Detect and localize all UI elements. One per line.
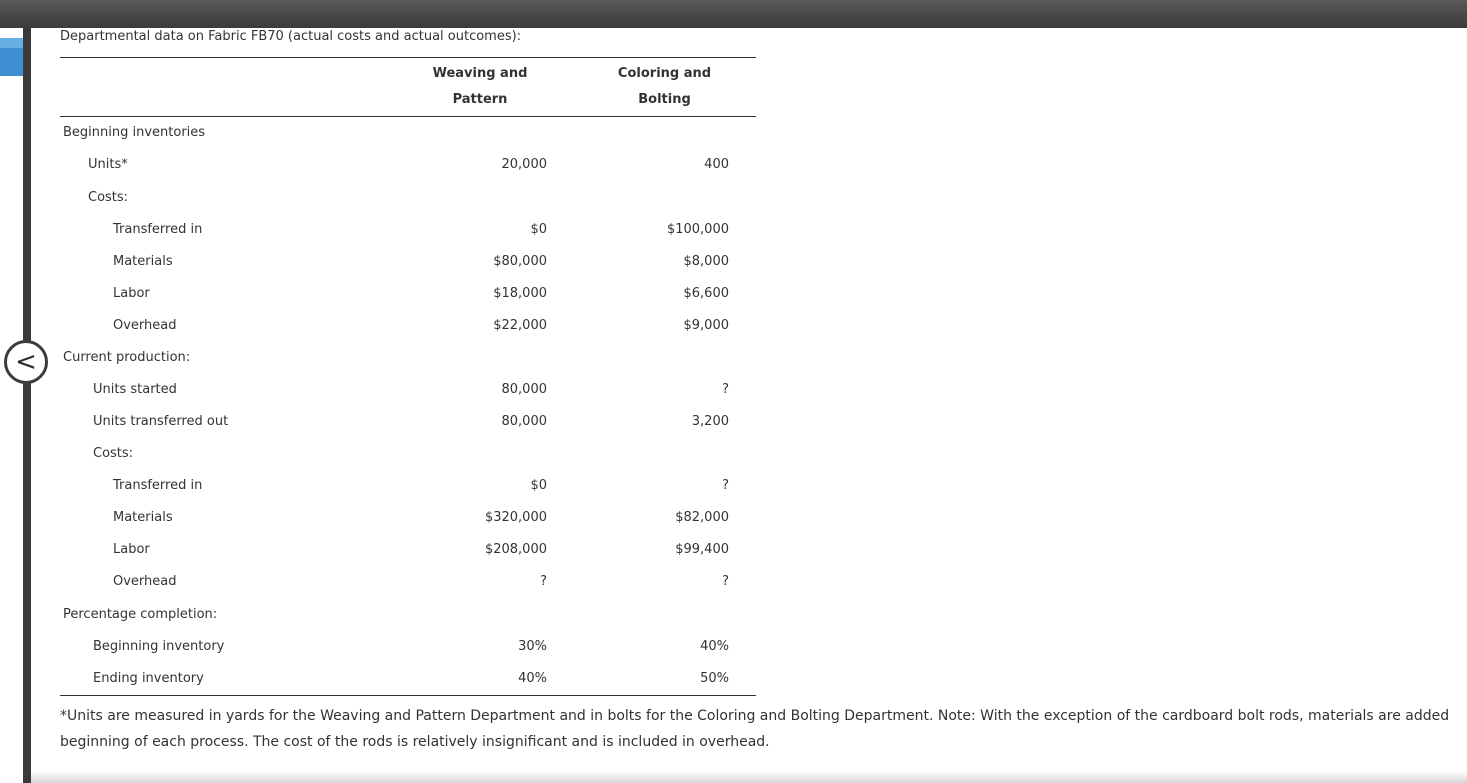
row-label: Labor bbox=[113, 542, 150, 557]
row-label: Costs: bbox=[93, 446, 134, 461]
side-tab-indicator[interactable] bbox=[0, 38, 23, 76]
cell-weaving-pattern: 40% bbox=[518, 671, 547, 686]
col-header-coloring-line2: Bolting bbox=[638, 92, 691, 107]
chevron-left-icon: < bbox=[15, 347, 37, 377]
cell-weaving-pattern: $0 bbox=[530, 222, 547, 237]
cell-weaving-pattern: $80,000 bbox=[493, 254, 547, 269]
footnote-line-2: beginning of each process. The cost of the rods is relatively insignificant and is included in overhead. bbox=[60, 734, 770, 750]
cell-weaving-pattern: $208,000 bbox=[484, 542, 547, 557]
cell-coloring-bolting: $8,000 bbox=[683, 254, 729, 269]
row-label: Transferred in bbox=[113, 222, 203, 237]
cell-weaving-pattern: 80,000 bbox=[501, 414, 547, 429]
intro-text: Departmental data on Fabric FB70 (actual costs and actual outcomes): bbox=[60, 29, 522, 44]
table-top-rule bbox=[60, 57, 756, 58]
col-header-coloring-line1: Coloring and bbox=[617, 66, 712, 81]
cell-weaving-pattern: 30% bbox=[518, 639, 547, 654]
row-label: Ending inventory bbox=[93, 671, 204, 686]
cell-coloring-bolting: $82,000 bbox=[675, 510, 729, 525]
col-header-weaving-line2: Pattern bbox=[452, 92, 508, 107]
cell-coloring-bolting: $6,600 bbox=[683, 286, 729, 301]
row-label: Overhead bbox=[113, 574, 177, 589]
row-label: Beginning inventory bbox=[93, 639, 225, 654]
left-border-strip bbox=[23, 28, 31, 783]
table-bottom-rule bbox=[60, 695, 756, 696]
cell-coloring-bolting: ? bbox=[722, 478, 729, 493]
footnote-line-1: *Units are measured in yards for the Weaving and Pattern Department and in bolts for the Coloring and Bolting Department. Note: With the exception of the cardboard bolt rods, materials are added bbox=[60, 708, 1450, 724]
cell-weaving-pattern: 20,000 bbox=[501, 157, 547, 172]
cell-coloring-bolting: $9,000 bbox=[683, 318, 729, 333]
row-label: Transferred in bbox=[113, 478, 203, 493]
row-label: Beginning inventories bbox=[63, 125, 206, 140]
cell-weaving-pattern: 80,000 bbox=[501, 382, 547, 397]
row-label: Units* bbox=[88, 157, 128, 172]
cell-coloring-bolting: $99,400 bbox=[675, 542, 729, 557]
row-label: Labor bbox=[113, 286, 150, 301]
row-label: Materials bbox=[113, 510, 173, 525]
cell-weaving-pattern: $0 bbox=[530, 478, 547, 493]
cell-coloring-bolting: 50% bbox=[700, 671, 729, 686]
footnote bbox=[60, 703, 1467, 755]
row-label: Units transferred out bbox=[93, 414, 229, 429]
cell-coloring-bolting: $100,000 bbox=[666, 222, 729, 237]
cell-weaving-pattern: $22,000 bbox=[493, 318, 547, 333]
col-header-weaving-line1: Weaving and bbox=[432, 66, 528, 81]
row-label: Current production: bbox=[63, 350, 191, 365]
row-label: Overhead bbox=[113, 318, 177, 333]
cell-coloring-bolting: 3,200 bbox=[691, 414, 729, 429]
back-button[interactable] bbox=[4, 340, 48, 384]
cell-weaving-pattern: $320,000 bbox=[484, 510, 547, 525]
top-toolbar bbox=[0, 0, 1467, 28]
row-label: Materials bbox=[113, 254, 173, 269]
row-label: Percentage completion: bbox=[63, 607, 218, 622]
header-bottom-rule bbox=[60, 116, 756, 117]
cell-coloring-bolting: 400 bbox=[704, 157, 729, 172]
cell-coloring-bolting: 40% bbox=[700, 639, 729, 654]
bottom-shadow bbox=[31, 771, 1467, 783]
cell-weaving-pattern: ? bbox=[540, 574, 547, 589]
cell-coloring-bolting: ? bbox=[722, 382, 729, 397]
cell-coloring-bolting: ? bbox=[722, 574, 729, 589]
row-label: Costs: bbox=[88, 190, 129, 205]
row-label: Units started bbox=[93, 382, 177, 397]
cell-weaving-pattern: $18,000 bbox=[493, 286, 547, 301]
